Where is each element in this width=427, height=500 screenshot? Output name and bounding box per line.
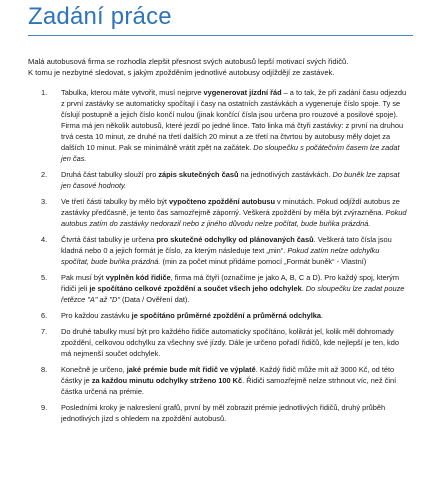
intro-paragraph xyxy=(28,56,409,78)
task-emphasis: zápis skutečných časů xyxy=(158,170,239,180)
task-number: 4. xyxy=(41,235,48,245)
task-number: 5. xyxy=(41,273,48,283)
title-underline xyxy=(28,35,413,36)
task-emphasis: vygenerovat jízdní řád xyxy=(203,88,282,98)
task-item xyxy=(41,272,409,305)
task-item xyxy=(41,326,409,359)
task-text: – a to tak, že při zadání času odjezdu z první zastávky se automaticky spočítají i časy na ostatních zastávkách a vygeneruje číslo spoje. Ty se číslují postupně a jejich číslo končí nulou (jinak končící čísla jsou určena pro rouzové a posilové spoje). Firma má jen několik autobusů, které jezdí po jedné lince. Tato linka má čtyři zastávky: z první na druhou trvá cesta 10 minut, ze druhé na třetí dalších 20 minut a ze třetí na čtvrtou by autobusy měly dojet za dalších 10 minut. Pak se minimálně vrátit zpět na začátek. xyxy=(61,88,407,153)
task-item xyxy=(41,196,409,229)
task-text: . xyxy=(321,311,324,321)
task-text: . Každý řidič může mít až 3000 Kč, od této částky je xyxy=(61,365,395,386)
task-number: 9. xyxy=(41,403,48,413)
task-text: , firma má čtyři (označíme je jako A, B, C a D). Pro každý spoj, kterým řidiči jeli xyxy=(61,273,400,294)
task-text: (Data / Ověření dat). xyxy=(119,295,190,305)
task-number: 2. xyxy=(41,170,48,180)
task-note: Do sloupečku s počátečním časem lze zadat jen čas. xyxy=(61,143,400,164)
task-text: Posledními kroky je nakreslení grafů, první by měl zobrazit prémie jednotlivých řidičů, druhý průběh jednotlivých jízd s ohledem na zpoždění autobusů. xyxy=(61,403,386,424)
task-text: Čtvrtá část tabulky je určena xyxy=(61,235,157,245)
task-text: (min za počet minut přidáme pomocí „Formát buněk“ - Vlastní) xyxy=(160,257,367,267)
task-item xyxy=(41,402,409,424)
page-title: Zadání práce xyxy=(28,3,172,30)
task-emphasis: za každou minutu odchylky strženo 100 Kč xyxy=(91,376,243,386)
task-text: Druhá část tabulky slouží pro xyxy=(61,170,159,180)
task-number: 3. xyxy=(41,197,48,207)
task-note: Do sloupečku lze zadat pouze řetězce "A" až "D" xyxy=(61,284,405,305)
task-number: 7. xyxy=(41,327,48,337)
task-text: Ve třetí části tabulky by mělo být xyxy=(61,197,170,207)
task-text: . xyxy=(301,284,306,294)
task-note: Do buněk lze zapsat jen časové hodnoty. xyxy=(61,170,400,191)
task-text: Pro každou zastávku xyxy=(61,311,132,321)
task-item xyxy=(41,364,409,397)
task-emphasis: vyplněn kód řidiče xyxy=(105,273,171,283)
task-item xyxy=(41,234,409,267)
intro-line-2: K tomu je nezbytné sledovat, s jakým zpožděním jednotlivé autobusy odjíždějí ze zastávek. xyxy=(28,68,335,78)
task-list xyxy=(28,87,409,424)
task-emphasis: je spočítáno celkové zpoždění a součet všech jeho odchylek xyxy=(89,284,302,294)
task-number: 8. xyxy=(41,365,48,375)
task-text: Pak musí být xyxy=(61,273,106,283)
task-text: na jednotlivých zastávkách. xyxy=(238,170,333,180)
task-text: . Řidiči samozřejmě nelze strhnout víc, než činí částka určená na prémie. xyxy=(61,376,397,397)
intro-line-1: Malá autobusová firma se rozhodla zlepšit přesnost svých autobusů lepší motivací svých řidičů. xyxy=(28,57,349,66)
task-text: Do druhé tabulky musí být pro každého řidiče automaticky spočítáno, kolikrát jel, kolik měl dohromady zpoždění, celkovou odchylku za všechny své jízdy. Dále je určeno pořadí řidičů, kde nejlepší je ten, kdo má nejmenší součet odchylek. xyxy=(61,327,399,359)
task-number: 1. xyxy=(41,88,48,98)
task-number: 6. xyxy=(41,311,48,321)
task-text: v minutách. Pokud odjíždí autobus ze zastávky předčasně, je tento čas samozřejmě záporný. Veškerá zpoždění by měla být zvýrazněna. xyxy=(61,197,400,218)
task-emphasis: vypočteno zpoždění autobusu xyxy=(169,197,275,207)
task-text: Tabulka, kterou máte vytvořit, musí nejprve xyxy=(61,88,204,98)
task-item xyxy=(41,87,409,164)
task-note: Pokud zatím nelze odchylku spočítat, bude buňka prázdná. xyxy=(61,246,380,267)
task-item xyxy=(41,310,409,321)
task-item xyxy=(41,169,409,191)
task-text: . Veškerá tato čísla jsou kladná nebo 0 a jejich formát je číslo, za kterým následuje text „min“. xyxy=(61,235,392,256)
task-emphasis: jaké prémie bude mít řidič ve výplatě xyxy=(126,365,256,375)
task-emphasis: je spočítáno průměrné zpoždění a průměrná odchylka xyxy=(131,311,321,321)
task-note: Pokud autobus zatím do zastávky nedorazil nebo z jiného důvodu nelze počítat, bude buňka prázdná. xyxy=(61,208,407,229)
task-emphasis: pro skutečné odchylky od plánovaných časů xyxy=(156,235,314,245)
task-text: Konečně je určeno, xyxy=(61,365,127,375)
